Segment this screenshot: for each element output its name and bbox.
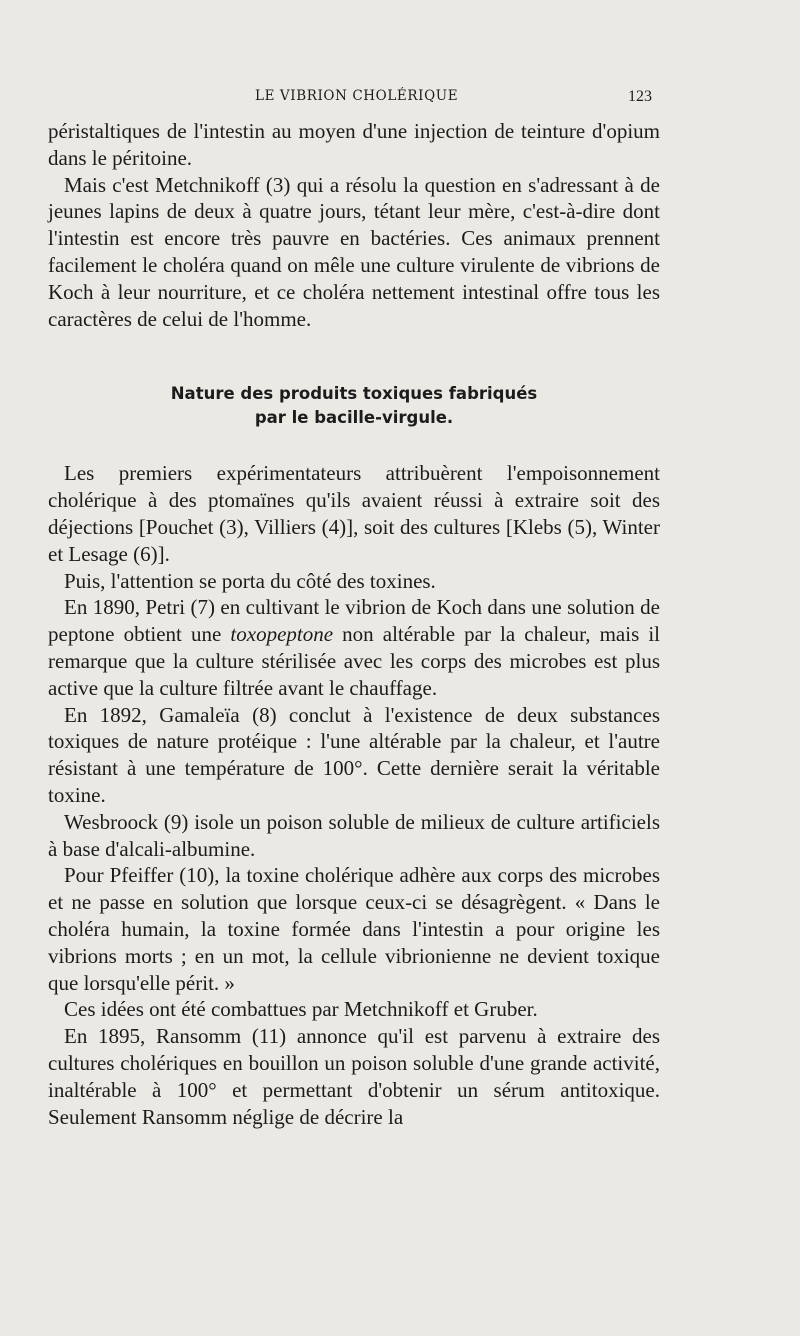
paragraph-ptomaines: Les premiers expérimentateurs attribuèrent l'empoisonnement cholérique à des ptomaïnes qu'ils avaient réussi à extraire soit des déjections [Pouchet (3), Villiers (4)], soit des cultures [Klebs (5), Winter et Lesage (6)]. bbox=[48, 461, 660, 566]
running-title: LE VIBRION CHOLÉRIQUE bbox=[255, 88, 459, 104]
section-heading bbox=[48, 382, 660, 430]
paragraph-petri bbox=[48, 594, 660, 701]
paragraph-metchnikoff: Mais c'est Metchnikoff (3) qui a résolu la question en s'adressant à de jeunes lapins de deux à quatre jours, tétant leur mère, c'est-à-dire dont l'intestin est encore très pauvre en bactéries. Ces animaux prennent facilement le choléra quand on mêle une culture virulente de vibrions de Koch à leur nourriture, et ce choléra nettement intestinal offre tous les caractères de celui de l'homme. bbox=[48, 172, 660, 331]
paragraph-wesbroock: Wesbroock (9) isole un poison soluble de milieux de culture artificiels à base d'alcali-albumine. bbox=[48, 809, 660, 861]
section-heading-line-1: Nature des produits toxiques fabriqués bbox=[170, 384, 538, 404]
paragraph-gruber: Ces idées ont été combattues par Metchnikoff et Gruber. bbox=[64, 997, 538, 1022]
paragraph-ransomm: En 1895, Ransomm (11) annonce qu'il est parvenu à extraire des cultures cholériques en bouillon un poison soluble d'une grande activité, inaltérable à 100° et permettant d'obtenir un sérum antitoxique. Seulement Ransomm néglige de décrire la bbox=[48, 1024, 660, 1129]
page-header bbox=[0, 88, 800, 110]
page-number: 123 bbox=[628, 88, 652, 105]
paragraph-continued: péristaltiques de l'intestin au moyen d'une injection de teinture d'opium dans le péritoine. bbox=[48, 119, 660, 170]
petri-text-before: En 1890, Petri (7) en cultivant le vibrion de Koch dans une solution de peptone obtient une bbox=[48, 595, 660, 647]
paragraph-gamaleia: En 1892, Gamaleïa (8) conclut à l'existence de deux substances toxiques de nature protéique : l'une altérable par la chaleur, et l'autre résistant à une température de 100°. Cette dernière serait la véritable toxine. bbox=[48, 702, 660, 807]
toxopeptone-term: toxopeptone bbox=[230, 622, 334, 647]
section-heading-line-2: par le bacille-virgule. bbox=[254, 408, 454, 428]
body-text bbox=[48, 118, 660, 1130]
paragraph-toxines: Puis, l'attention se porta du côté des toxines. bbox=[64, 568, 436, 593]
paragraph-pfeiffer: Pour Pfeiffer (10), la toxine cholérique adhère aux corps des microbes et ne passe en solution que lorsque ceux-ci se désagrègent. « Dans le choléra humain, la toxine formée dans l'intestin a pour origine les vibrions morts ; en un mot, la cellule vibrionienne ne devient toxique que lorsqu'elle périt. » bbox=[48, 863, 660, 995]
petri-text-after: non altérable par la chaleur, mais il remarque que la culture stérilisée avec les corps des microbes est plus active que la culture filtrée avant le chauffage. bbox=[48, 622, 661, 700]
